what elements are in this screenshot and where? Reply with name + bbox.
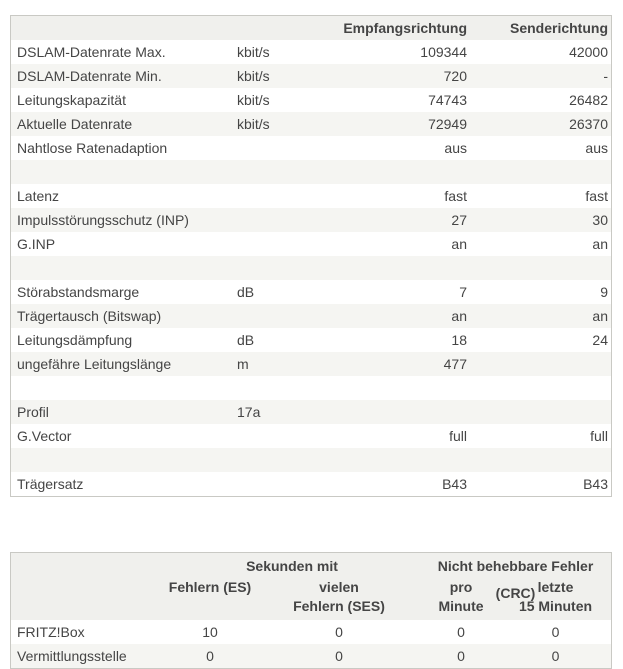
error-table-subheader-row [17, 578, 608, 616]
row-value-upstream: an [592, 236, 608, 252]
row-value-es: 0 [206, 648, 214, 664]
row-unit [237, 304, 327, 328]
row-value-downstream: an [451, 236, 467, 252]
row-value-ses: 0 [335, 648, 343, 664]
row-value-crc-15min: 0 [551, 648, 560, 664]
row-label: DSLAM-Datenrate Min. [17, 68, 162, 84]
row-value-crc-minute: 0 [457, 624, 465, 640]
row-value-downstream: 109344 [420, 44, 467, 60]
row-label: G.Vector [17, 428, 72, 444]
error-table-header [11, 553, 611, 620]
row-value-upstream [467, 400, 608, 424]
row-value-es: 10 [202, 624, 218, 640]
row-label [17, 256, 237, 280]
table-row-fritzbox [11, 620, 611, 644]
row-unit: kbit/s [237, 92, 270, 108]
row-unit [237, 424, 327, 448]
row-label: Aktuelle Datenrate [17, 116, 133, 132]
row-label: FRITZ!Box [17, 624, 85, 640]
row-value-downstream: an [451, 308, 467, 324]
row-unit [237, 256, 327, 280]
row-value-downstream: 27 [451, 212, 467, 228]
header-upstream: Senderichtung [509, 20, 608, 36]
table-row-line-attenuation [11, 328, 611, 352]
row-value-upstream [467, 448, 608, 472]
row-label: DSLAM-Datenrate Max. [17, 44, 166, 60]
table-row-gvector [11, 424, 611, 448]
subheader-line2: 15 Minuten [518, 598, 593, 614]
row-value-downstream: 72949 [428, 116, 467, 132]
row-label [17, 448, 237, 472]
row-value-upstream [467, 256, 608, 280]
row-value-upstream: full [590, 428, 608, 444]
row-unit: 17a [237, 404, 261, 420]
row-unit [237, 448, 327, 472]
table-row-bitswap [11, 304, 611, 328]
row-value-downstream: 720 [443, 68, 467, 84]
row-label: Trägersatz [17, 476, 84, 492]
row-unit [237, 208, 327, 232]
table-row-carrier-set [11, 472, 611, 496]
row-value-upstream: 30 [592, 212, 608, 228]
header-downstream: Empfangsrichtung [343, 20, 467, 36]
row-value-upstream: 42000 [569, 44, 608, 60]
row-label: ungefähre Leitungslänge [17, 356, 172, 372]
subheader-line1: pro [449, 579, 473, 595]
row-value-downstream: 74743 [428, 92, 467, 108]
table-row-ginp [11, 232, 611, 256]
row-label: Leitungsdämpfung [17, 332, 133, 348]
row-value-ses: 0 [335, 624, 343, 640]
row-value-crc-15min: 0 [551, 624, 560, 640]
row-label: Latenz [17, 188, 60, 204]
row-unit: kbit/s [237, 44, 270, 60]
row-unit [237, 160, 327, 184]
row-value-downstream: fast [444, 188, 467, 204]
row-label [17, 160, 237, 184]
row-unit: dB [237, 332, 255, 348]
row-value-upstream: 26482 [569, 92, 608, 108]
subheader-line1: Fehlern (ES) [168, 579, 252, 595]
row-label: Trägertausch (Bitswap) [17, 308, 162, 324]
table-row-spacer [11, 376, 611, 400]
row-value-upstream: fast [585, 188, 608, 204]
subheader-line1: vielen [319, 579, 359, 595]
subheader-ses [257, 578, 421, 616]
row-unit: dB [237, 284, 255, 300]
row-label: Impulsstörungsschutz (INP) [17, 212, 189, 228]
row-value-upstream: an [592, 308, 608, 324]
row-label: G.INP [17, 236, 56, 252]
row-label: Profil [17, 404, 49, 420]
row-value-upstream [467, 160, 608, 184]
row-value-upstream: aus [585, 140, 608, 156]
table-row-exchange [11, 644, 611, 668]
subheader-es [163, 578, 257, 616]
group-header-crc: Nicht behebbare Fehler (CRC) [437, 558, 594, 601]
row-value-downstream: aus [444, 140, 467, 156]
subheader-line2: Fehlern (SES) [293, 598, 385, 614]
row-value-upstream: B43 [583, 476, 608, 492]
header-empty-label [17, 16, 237, 40]
row-unit [237, 472, 327, 496]
error-counters-table [10, 552, 612, 669]
table-row-dslam-max [11, 40, 611, 64]
row-value-downstream [327, 160, 467, 184]
table-row-dslam-min [11, 64, 611, 88]
row-unit: kbit/s [237, 116, 270, 132]
dsl-table-header-row [11, 16, 611, 40]
table-row-latency [11, 184, 611, 208]
row-unit: m [237, 356, 249, 372]
header-empty-unit [237, 16, 327, 40]
row-label: Leitungskapazität [17, 92, 126, 108]
row-value-downstream [327, 448, 467, 472]
row-label [17, 376, 237, 400]
row-value-downstream: 18 [451, 332, 467, 348]
row-unit [237, 136, 327, 160]
row-value-upstream [467, 352, 608, 376]
row-value-downstream: B43 [442, 476, 467, 492]
subheader-empty [17, 578, 163, 616]
row-label: Vermittlungsstelle [17, 648, 127, 664]
subheader-last-15-min [501, 578, 610, 616]
table-row-spacer [11, 160, 611, 184]
table-row-profile [11, 400, 611, 424]
subheader-per-minute [421, 578, 501, 616]
row-value-downstream [327, 400, 467, 424]
row-value-upstream [467, 376, 608, 400]
table-row-line-length [11, 352, 611, 376]
row-value-downstream [327, 256, 467, 280]
group-header-seconds: Sekunden mit [246, 558, 338, 574]
table-row-seamless-rate-adaptation [11, 136, 611, 160]
row-value-upstream: - [603, 68, 608, 84]
row-unit [237, 232, 327, 256]
row-value-upstream: 9 [600, 284, 608, 300]
table-row-spacer [11, 448, 611, 472]
row-value-crc-minute: 0 [457, 648, 465, 664]
row-label: Störabstandsmarge [17, 284, 140, 300]
row-value-downstream: 7 [459, 284, 467, 300]
subheader-line2: Minute [438, 598, 484, 614]
table-row-line-capacity [11, 88, 611, 112]
row-value-downstream: 477 [443, 356, 467, 372]
row-value-upstream: 26370 [569, 116, 608, 132]
row-unit [237, 184, 327, 208]
subheader-line1: letzte [537, 579, 574, 595]
row-value-downstream: full [449, 428, 467, 444]
row-value-downstream [327, 376, 467, 400]
dsl-info-table [10, 15, 612, 497]
table-row-inp [11, 208, 611, 232]
row-label: Nahtlose Ratenadaption [17, 140, 168, 156]
row-unit: kbit/s [237, 68, 270, 84]
table-row-spacer [11, 256, 611, 280]
table-row-snr-margin [11, 280, 611, 304]
row-unit [237, 376, 327, 400]
table-row-current-rate [11, 112, 611, 136]
row-value-upstream: 24 [592, 332, 608, 348]
